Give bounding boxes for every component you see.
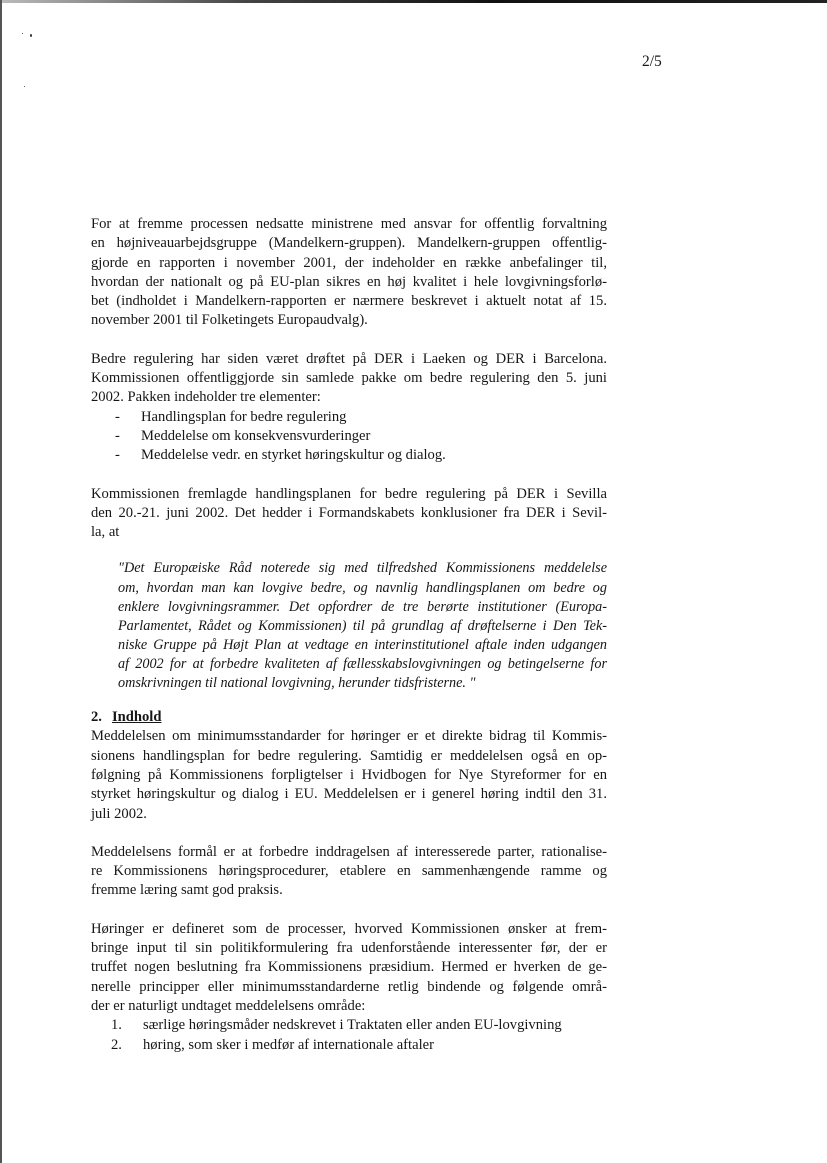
section-title: Indhold xyxy=(111,709,162,726)
exceptions-list xyxy=(91,1016,607,1055)
paragraph-formaal: Meddelelsens formål er at forbedre inddragelsen af interesserede parter, rationalise- re Kommissionens høringsprocedurer, etablere en sammenhængende ramme og fremme læring samt god praksis. xyxy=(91,843,607,899)
scan-speck xyxy=(24,86,25,87)
scan-top-edge xyxy=(0,0,827,3)
paragraph-regulering: Bedre regulering har siden været drøftet på DER i Laeken og DER i Barcelona. Kommissionen offentliggjorde sin samlede pakke om bedre regulering den 5. juni 2002. Pakken indeholder tre elementer: - Handlingsplan for bedre regulering - Meddelelse om konsekvensvurderinger - Meddelelse vedr. en styrket høringskultur og dialog. xyxy=(91,350,607,466)
section-heading xyxy=(91,708,607,727)
paragraph-intro: For at fremme processen nedsatte ministrene med ansvar for offentlig forvaltning en højniveauarbejdsgruppe (Mandelkern-gruppen). Mandelkern-gruppen offentlig- gjorde en rapporten i november 2001, der indeholder en række anbefalinger til, hvordan der nationalt og på EU-plan sikres en høj kvalitet i hele lovgivningsforlø- bet (indholdet i Mandelkern-rapporten er nærmere beskrevet i aktuelt notat af 15. november 2001 til Folketingets Europaudvalg). xyxy=(91,216,607,329)
list-item: - Meddelelse vedr. en styrket høringskultur og dialog. xyxy=(115,446,607,465)
list-item: 1. særlige høringsmåder nedskrevet i Traktaten eller anden EU-lovgivning xyxy=(111,1017,562,1034)
list-item: 2. høring, som sker i medfør af internationale aftaler xyxy=(111,1036,434,1053)
list-item: - Meddelelse om konsekvensvurderinger xyxy=(115,427,607,446)
scan-speck xyxy=(30,34,32,37)
paragraph-sevilla: Kommissionen fremlagde handlingsplanen for bedre regulering på DER i Sevilla den 20.-21. juni 2002. Det hedder i Formandskabets konklusioner fra DER i Sevil- la, at xyxy=(91,485,607,541)
paragraph-horinger: Høringer er defineret som de processer, hvorved Kommissionen ønsker at frem- bringe input til sin politikformulering fra udenforstående interessenter før, der er truffet nogen beslutning fra Kommissionens præsidium. Hermed er hverken de ge- nerelle principper eller minimumsstandarderne retlig bindende og følgende områ- der er naturligt undtaget meddelelsens område: 1. særlige høringsmåder nedskrevet i Traktaten eller anden EU-lovgivning 2. høring, som sker i medfør af internationale aftaler xyxy=(91,920,607,1055)
block-quote: "Det Europæiske Råd noterede sig med tilfredshed Kommissionens meddelelse om, hvordan man kan lovgive bedre, og navnlig handlingsplanen om bedre og enklere lovgivningsrammer. Det opfordrer de tre berørte institutioner (Europa- Parlamentet, Rådet og Kommissionen) til på grundlag af drøftelserne i Den Tek- niske Gruppe på Højt Plan at vedtage en interinstitutionel aftale inden udgangen af 2002 for at forbedre kvaliteten af fællesskabslovgivningen og betingelserne for omskrivningen til national lovgivning, herunder tidsfristerne. " xyxy=(118,560,607,692)
list-item: - Handlingsplan for bedre regulering xyxy=(115,408,607,427)
scan-speck xyxy=(22,33,23,34)
scan-left-edge xyxy=(0,0,2,1163)
paragraph-indhold: Meddelelsen om minimumsstandarder for høringer er et direkte bidrag til Kommis- sionens handlingsplan for bedre regulering. Samtidig er meddelelsen også en op- følgning på Kommissionens forpligtelser i Hvidbogen for Nye Styreformer for en styrket høringskultur og dialog i EU. Meddelelsen er i generel høring indtil den 31. juli 2002. xyxy=(91,728,607,822)
document-body xyxy=(91,215,607,1074)
elements-list xyxy=(91,408,607,466)
section-number: 2. xyxy=(91,709,102,726)
page-number: 2/5 xyxy=(642,53,662,70)
